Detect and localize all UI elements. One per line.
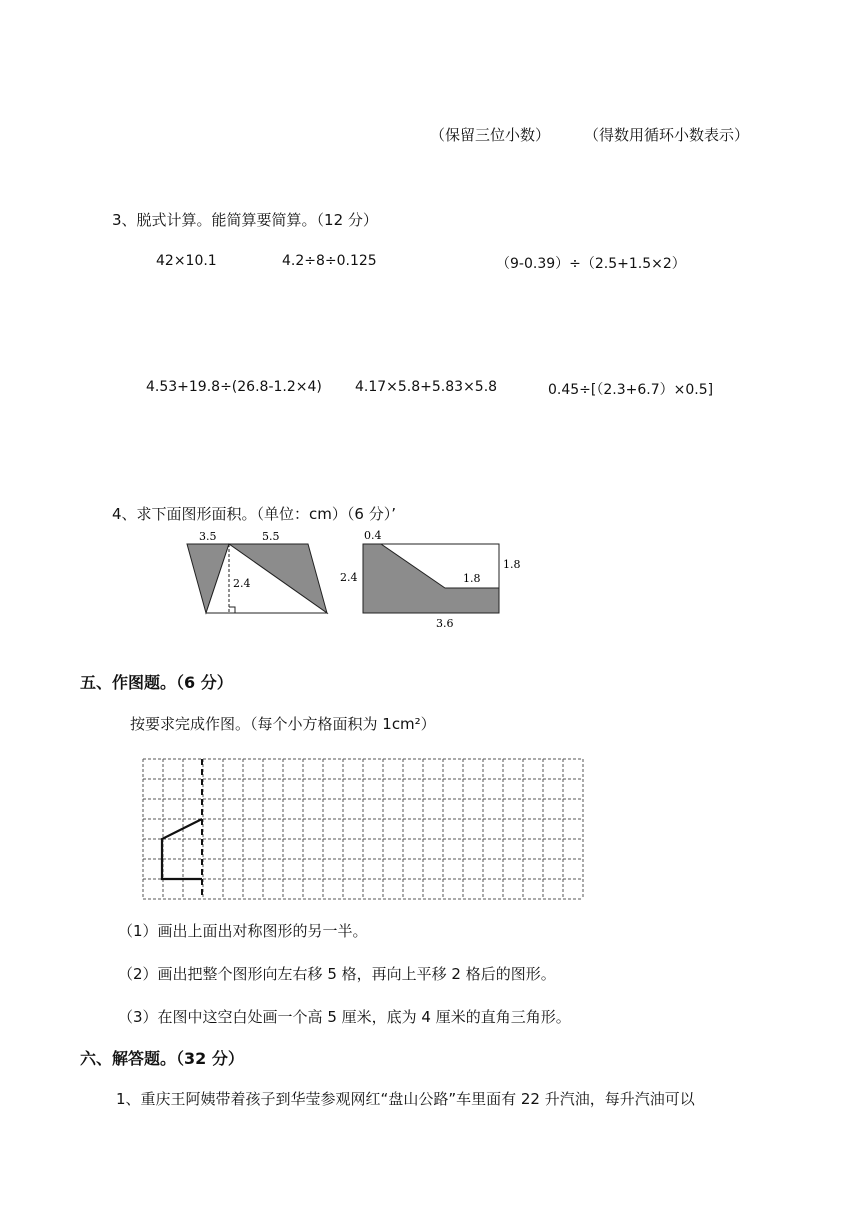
half-shape <box>162 819 202 879</box>
q3-title: 3、脱式计算。能简算要简算。（12 分） <box>112 211 378 229</box>
section6-title: 六、解答题。（32 分） <box>80 1049 244 1068</box>
note-three-decimals: （保留三位小数） <box>430 126 551 144</box>
section5-intro: 按要求完成作图。（每个小方格面积为 1cm²） <box>130 715 436 733</box>
q3-expr-2: 4.2÷8÷0.125 <box>282 253 377 269</box>
note-repeating-decimal: （得数用循环小数表示） <box>584 126 750 144</box>
q3-expr-4: 4.53+19.8÷(26.8-1.2×4) <box>146 379 322 395</box>
fig1-label-height: 2.4 <box>233 577 251 590</box>
section5-title: 五、作图题。（6 分） <box>80 673 233 692</box>
fig2-label-right: 1.8 <box>503 558 521 571</box>
q3-expr-5: 4.17×5.8+5.83×5.8 <box>355 379 498 395</box>
fig1-label-top-right: 5.5 <box>262 530 280 543</box>
q3-expr-1: 42×10.1 <box>156 253 217 269</box>
q4-area-figures <box>180 526 540 632</box>
q4-figure-rectangle <box>340 529 521 630</box>
fig2-label-step: 1.8 <box>463 572 481 585</box>
q4-title: 4、求下面图形面积。（单位：cm）（6 分）’ <box>112 505 396 523</box>
fig2-label-bottom: 3.6 <box>436 617 454 630</box>
fig2-label-top: 0.4 <box>364 529 382 542</box>
section5-item-3: （3）在图中这空白处画一个高 5 厘米，底为 4 厘米的直角三角形。 <box>118 1008 571 1026</box>
section6-question-1: 1、重庆王阿姨带着孩子到华莹参观网红“盘山公路”车里面有 22 升汽油，每升汽油可以 <box>116 1090 695 1108</box>
q3-expr-6: 0.45÷[（2.3+6.7）×0.5] <box>548 382 714 398</box>
fig2-label-left: 2.4 <box>340 571 358 584</box>
fig1-label-top-left: 3.5 <box>199 530 217 543</box>
q4-figure-parallelogram <box>187 530 327 613</box>
section5-item-2: （2）画出把整个图形向左右移 5 格，再向上平移 2 格后的图形。 <box>118 965 556 983</box>
section5-item-1: （1）画出上面出对称图形的另一半。 <box>118 922 368 940</box>
q3-expr-3: （9-0.39）÷（2.5+1.5×2） <box>496 256 686 272</box>
drawing-grid <box>142 758 596 904</box>
